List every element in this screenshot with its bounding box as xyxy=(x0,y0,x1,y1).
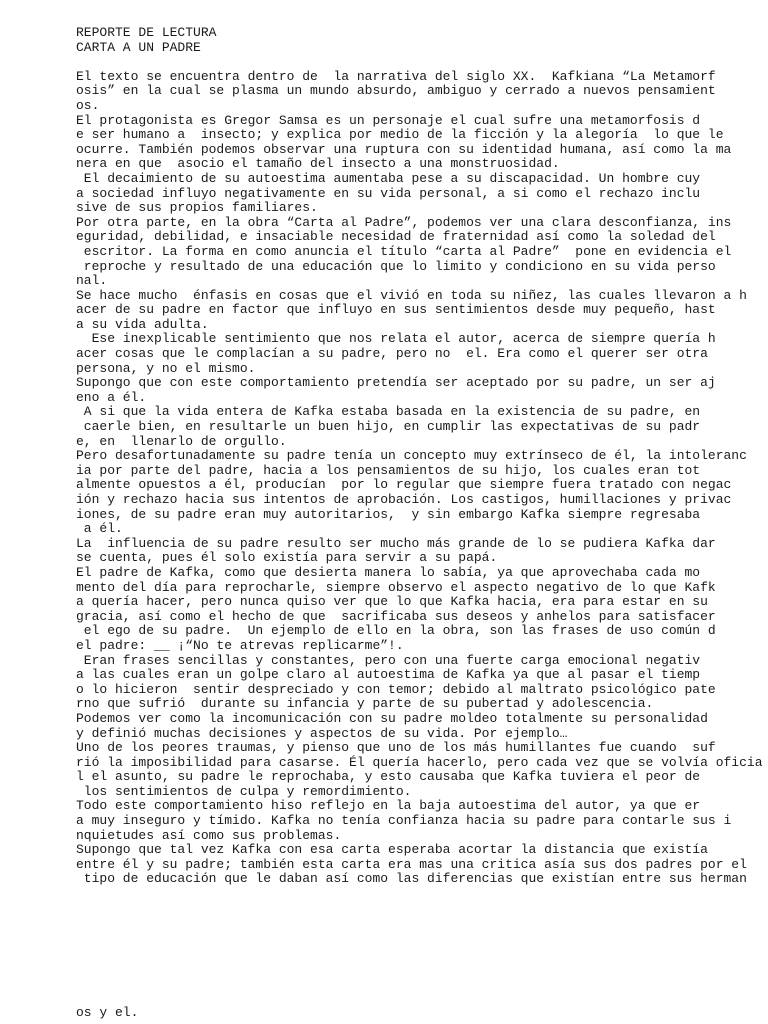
text-line: os. xyxy=(76,97,100,113)
text-line: nal. xyxy=(76,273,108,289)
text-line: rno que sufrió durante su infancia y parte de su pubertad y adolescencia. xyxy=(76,696,654,712)
text-line: osis” en la cual se plasma un mundo absurdo, ambiguo y cerrado a nuevos pensamient xyxy=(76,83,716,99)
text-line: ocurre. También podemos observar una ruptura con su identidad humana, así como la ma xyxy=(76,141,732,157)
text-line: eno a él. xyxy=(76,389,147,405)
text-line: los sentimientos de culpa y remordimiento. xyxy=(76,783,412,799)
text-line: a sociedad influyo negativamente en su vida personal, a si como el rechazo inclu xyxy=(76,185,701,201)
text-line: a su vida adulta. xyxy=(76,316,209,332)
blank-line xyxy=(76,55,756,70)
text-line: a muy inseguro y tímido. Kafka no tenía confianza hacia su padre para contarle sus i xyxy=(76,813,732,829)
text-line: el ego de su padre. Un ejemplo de ello en la obra, son las frases de uso común d xyxy=(76,623,716,639)
text-line: ia por parte del padre, hacia a los pensamientos de su hijo, los cuales eran tot xyxy=(76,462,701,478)
text-line: Se hace mucho énfasis en cosas que el vivió en toda su niñez, las cuales llevaron a h xyxy=(76,287,747,303)
text-line: gracia, así como el hecho de que sacrificaba sus deseos y anhelos para satisfacer xyxy=(76,608,716,624)
text-line: l el asunto, su padre le reprochaba, y esto causaba que Kafka tuviera el peor de xyxy=(76,769,701,785)
text-line: caerle bien, en resultarle un buen hijo, en cumplir las expectativas de su padr xyxy=(76,419,701,435)
text-line: sive de sus propios familiares. xyxy=(76,200,318,216)
text-line: El protagonista es Gregor Samsa es un personaje el cual sufre una metamorfosis d xyxy=(76,112,701,128)
text-line: Pero desafortunadamente su padre tenía un concepto muy extrínseco de él, la intoleranc xyxy=(76,448,747,464)
text-line: El texto se encuentra dentro de la narrativa del siglo XX. Kafkiana “La Metamorf xyxy=(76,68,716,84)
text-line: Supongo que con este comportamiento pretendía ser aceptado por su padre, un ser aj xyxy=(76,375,716,391)
text-line: escritor. La forma en como anuncia el título “carta al Padre” pone en evidencia el xyxy=(76,243,732,259)
text-line: o lo hicieron sentir despreciado y con temor; debido al maltrato psicológico pate xyxy=(76,681,716,697)
text-line: entre él y su padre; también esta carta era mas una critica asía sus dos padres por el xyxy=(76,856,747,872)
text-line: Ese inexplicable sentimiento que nos relata el autor, acerca de siempre quería h xyxy=(76,331,716,347)
text-line: e ser humano a insecto; y explica por medio de la ficción y la alegoría lo que le xyxy=(76,127,724,143)
text-line: Uno de los peores traumas, y pienso que uno de los más humillantes fue cuando suf xyxy=(76,740,716,756)
text-line: a las cuales eran un golpe claro al autoestima de Kafka ya que al pasar el tiemp xyxy=(76,667,701,683)
report-text xyxy=(76,25,763,887)
text-line: persona, y no el mismo. xyxy=(76,360,256,376)
text-line: Eran frases sencillas y constantes, pero con una fuerte carga emocional negativ xyxy=(76,652,701,668)
text-line: acer de su padre en factor que influyo en sus sentimientos desde muy pequeño, hast xyxy=(76,302,716,318)
text-line: acer cosas que le complacían a su padre, pero no el. Era como el querer ser otra xyxy=(76,346,708,362)
text-line: se cuenta, pues él solo existía para servir a su papá. xyxy=(76,550,498,566)
text-line: y definió muchas decisiones y aspectos de su vida. Por ejemplo… xyxy=(76,725,568,741)
report-last-line: os y el. xyxy=(76,1005,139,1020)
text-line: Todo este comportamiento hiso reflejo en la baja autoestima del autor, ya que er xyxy=(76,798,701,814)
text-line: nera en que asocio el tamaño del insecto a una monstruosidad. xyxy=(76,156,560,172)
text-line: nquietudes así como sus problemas. xyxy=(76,827,342,843)
text-line: El decaimiento de su autoestima aumentaba pese a su discapacidad. Un hombre cuy xyxy=(76,170,701,186)
text-line: Supongo que tal vez Kafka con esa carta esperaba acortar la distancia que existía xyxy=(76,842,708,858)
text-line: almente opuestos a él, producían por lo regular que siempre fuera tratado con negac xyxy=(76,477,732,493)
text-line: a él. xyxy=(76,521,123,537)
report-body xyxy=(76,68,763,887)
text-line: iones, de su padre eran muy autoritarios, y sin embargo Kafka siempre regresaba xyxy=(76,506,701,522)
text-line: tipo de educación que le daban así como las diferencias que existían entre sus herman xyxy=(76,871,747,887)
report-heading: REPORTE DE LECTURA xyxy=(76,25,217,40)
text-line: e, en llenarlo de orgullo. xyxy=(76,433,287,449)
text-line: mento del día para reprocharle, siempre observo el aspecto negativo de lo que Kafk xyxy=(76,579,716,595)
text-line: a quería hacer, pero nunca quiso ver que lo que Kafka hacia, era para estar en su xyxy=(76,594,708,610)
report-subheading: CARTA A UN PADRE xyxy=(76,39,201,55)
text-line: A si que la vida entera de Kafka estaba basada en la existencia de su padre, en xyxy=(76,404,701,420)
text-line: rió la imposibilidad para casarse. Él quería hacerlo, pero cada vez que se volvía oficia xyxy=(76,754,763,770)
text-line: eguridad, debilidad, e insaciable necesidad de fraternidad así como la soledad del xyxy=(76,229,716,245)
text-line: reproche y resultado de una educación que lo limito y condiciono en su vida perso xyxy=(76,258,716,274)
text-line: ión y rechazo hacia sus intentos de aprobación. Los castigos, humillaciones y privac xyxy=(76,492,732,507)
text-line: El padre de Kafka, como que desierta manera lo sabía, ya que aprovechaba cada mo xyxy=(76,564,701,580)
text-line: Por otra parte, en la obra “Carta al Padre”, podemos ver una clara desconfianza, ins xyxy=(76,214,732,230)
text-line: Podemos ver como la incomunicación con su padre moldeo totalmente su personalidad xyxy=(76,710,708,726)
text-line: La influencia de su padre resulto ser mucho más grande de lo se pudiera Kafka dar xyxy=(76,535,716,551)
text-line: el padre: __ ¡“No te atrevas replicarme”!. xyxy=(76,637,404,653)
